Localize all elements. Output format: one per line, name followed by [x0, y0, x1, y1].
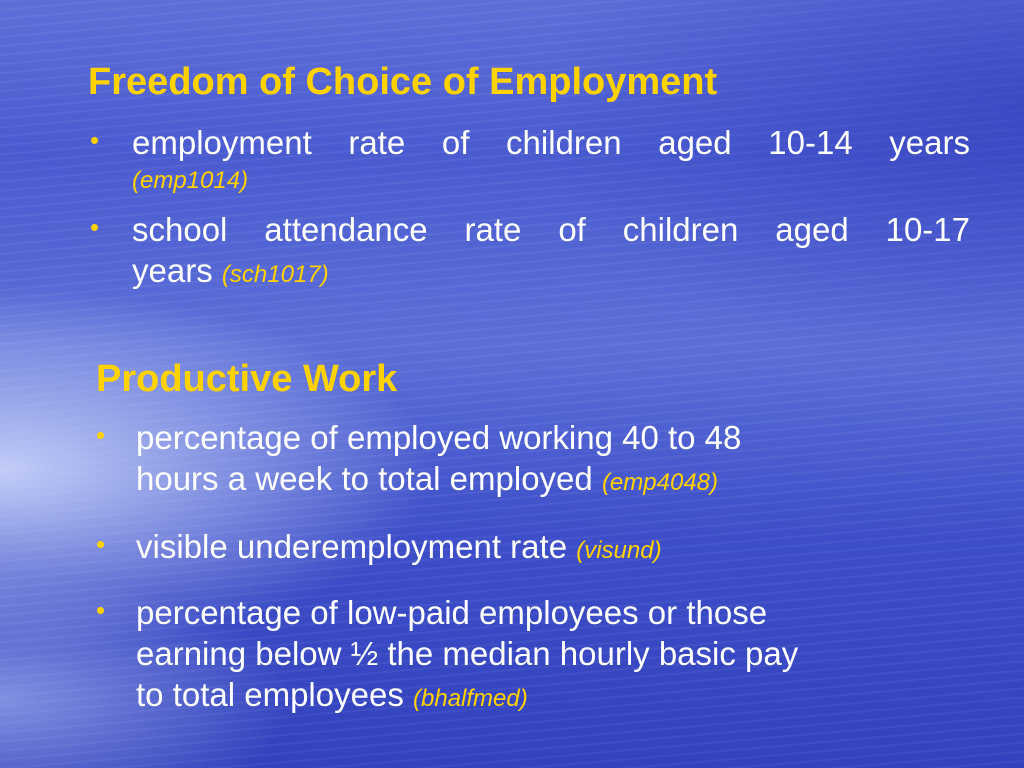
- bullet-line: hours a week to total employed: [136, 460, 593, 497]
- section-title-freedom-of-choice: Freedom of Choice of Employment: [88, 61, 718, 103]
- bullet-text: [132, 209, 970, 295]
- bullet-icon: •: [96, 595, 106, 625]
- bullet-line: earning below ½ the median hourly basic pay: [136, 635, 799, 672]
- section-title-productive-work: Productive Work: [96, 358, 398, 400]
- bullet-icon: •: [96, 529, 106, 559]
- bullet-line-with-code: [136, 526, 926, 571]
- bullet-line: years: [132, 252, 213, 289]
- bullet-item-emp4048: [96, 417, 936, 501]
- bullet-line: school attendance rate of children aged 10-17: [132, 211, 970, 248]
- bullet-text: [132, 122, 970, 194]
- indicator-code: (bhalfmed): [413, 685, 528, 712]
- bullet-icon: •: [96, 420, 106, 450]
- bullet-item-visund: [96, 526, 936, 568]
- bullet-icon: •: [90, 212, 100, 242]
- indicator-code: (sch1017): [221, 261, 329, 288]
- indicator-code: (emp4048): [601, 469, 718, 496]
- indicator-code: (emp1014): [132, 167, 249, 194]
- bullet-icon: •: [90, 125, 100, 155]
- bullet-line: percentage of low-paid employees or those: [136, 594, 768, 631]
- bullet-line: percentage of employed working 40 to 48: [136, 419, 742, 456]
- bullet-line: employment rate of children aged 10-14 years: [132, 124, 970, 161]
- bullet-text: [136, 417, 926, 503]
- bullet-line-continuation: [132, 250, 970, 295]
- bullet-item-bhalfmed: [96, 592, 956, 718]
- indicator-code: (visund): [576, 537, 662, 564]
- bullet-item-emp1014: [90, 122, 970, 198]
- bullet-text: [136, 526, 926, 571]
- bullet-line: visible underemployment rate: [136, 528, 568, 565]
- bullet-item-sch1017: [90, 209, 970, 293]
- bullet-line: to total employees: [136, 676, 404, 713]
- bullet-line-continuation: [136, 458, 926, 503]
- bullet-line-continuation: [136, 674, 956, 719]
- bullet-text: [136, 592, 956, 719]
